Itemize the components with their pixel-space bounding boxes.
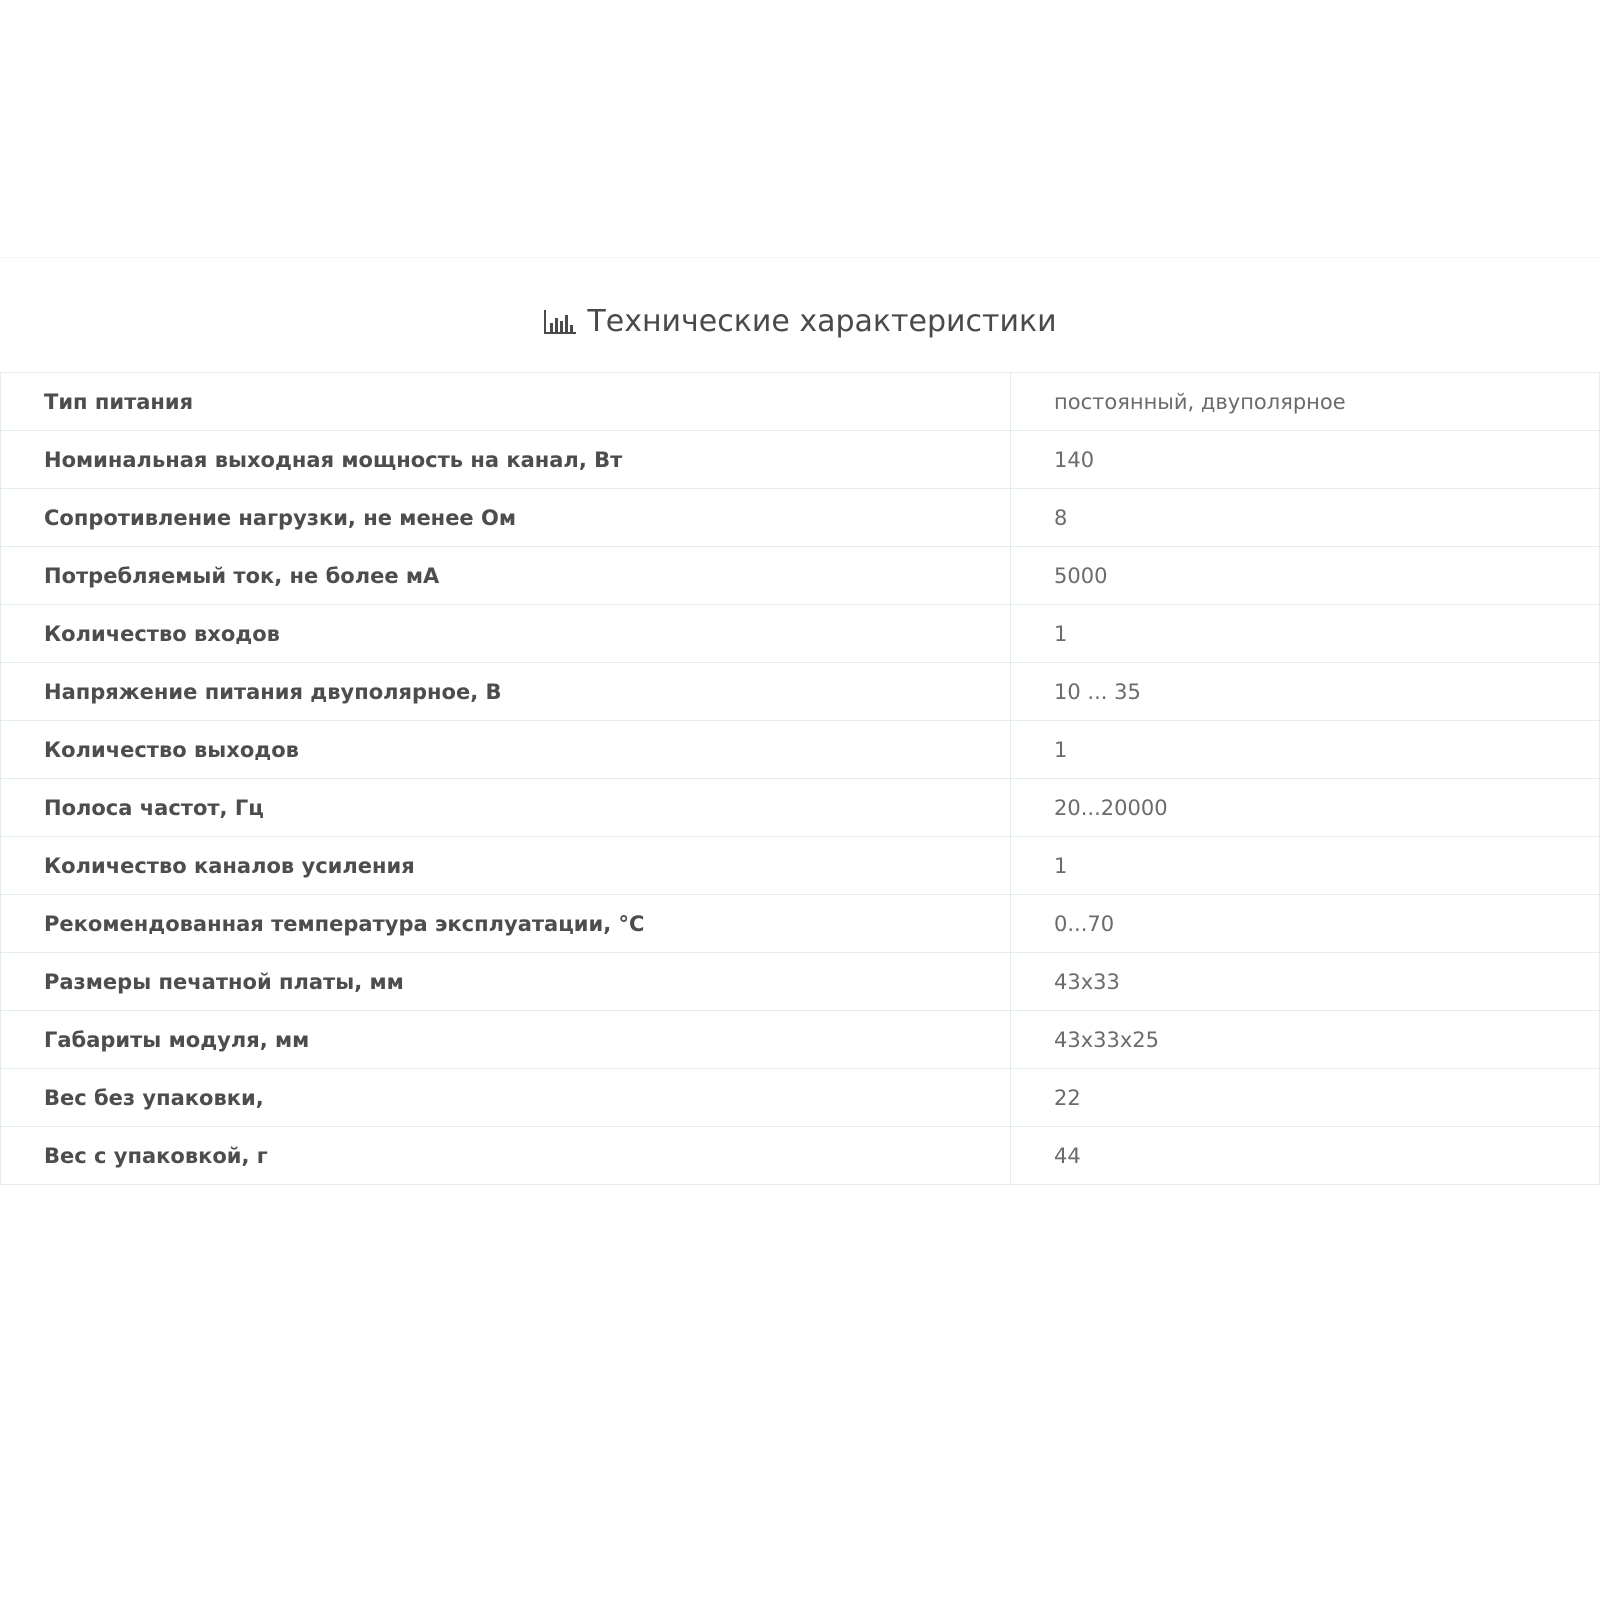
- spec-row: [1, 779, 1600, 837]
- spec-name: Габариты модуля, мм: [1, 1011, 1011, 1069]
- spec-name: Потребляемый ток, не более мА: [1, 547, 1011, 605]
- spec-value: 22: [1011, 1069, 1600, 1127]
- spec-value: постоянный, двуполярное: [1011, 373, 1600, 431]
- spec-value: 140: [1011, 431, 1600, 489]
- spec-name: Количество каналов усиления: [1, 837, 1011, 895]
- spec-value: 0...70: [1011, 895, 1600, 953]
- spec-row: [1, 373, 1600, 431]
- spec-row: [1, 547, 1600, 605]
- spec-value: 1: [1011, 837, 1600, 895]
- spec-name: Вес с упаковкой, г: [1, 1127, 1011, 1185]
- section-divider: [0, 257, 1600, 258]
- spec-table: [0, 372, 1600, 1185]
- spec-value: 44: [1011, 1127, 1600, 1185]
- section-heading: [0, 296, 1600, 346]
- spec-value: 43x33: [1011, 953, 1600, 1011]
- bar-chart-icon: [543, 307, 577, 337]
- spec-row: [1, 895, 1600, 953]
- spec-name: Рекомендованная температура эксплуатации, °С: [1, 895, 1011, 953]
- spec-name: Размеры печатной платы, мм: [1, 953, 1011, 1011]
- spec-row: [1, 721, 1600, 779]
- spec-row: [1, 663, 1600, 721]
- spec-row: [1, 489, 1600, 547]
- spec-row: [1, 1069, 1600, 1127]
- spec-row: [1, 953, 1600, 1011]
- spec-row: [1, 431, 1600, 489]
- spec-name: Количество входов: [1, 605, 1011, 663]
- spec-value: 10 ... 35: [1011, 663, 1600, 721]
- spec-value: 1: [1011, 721, 1600, 779]
- spec-value: 20...20000: [1011, 779, 1600, 837]
- spec-name: Сопротивление нагрузки, не менее Ом: [1, 489, 1011, 547]
- spec-row: [1, 1127, 1600, 1185]
- spec-name: Вес без упаковки,: [1, 1069, 1011, 1127]
- section-title: Технические характеристики: [587, 303, 1057, 339]
- spec-row: [1, 605, 1600, 663]
- spec-value: 8: [1011, 489, 1600, 547]
- spec-name: Напряжение питания двуполярное, В: [1, 663, 1011, 721]
- spec-value: 43x33x25: [1011, 1011, 1600, 1069]
- spec-name: Полоса частот, Гц: [1, 779, 1011, 837]
- spec-name: Номинальная выходная мощность на канал, Вт: [1, 431, 1011, 489]
- spec-name: Тип питания: [1, 373, 1011, 431]
- spec-table-body: [1, 373, 1600, 1185]
- spec-value: 5000: [1011, 547, 1600, 605]
- spec-value: 1: [1011, 605, 1600, 663]
- spec-row: [1, 1011, 1600, 1069]
- spec-row: [1, 837, 1600, 895]
- spec-name: Количество выходов: [1, 721, 1011, 779]
